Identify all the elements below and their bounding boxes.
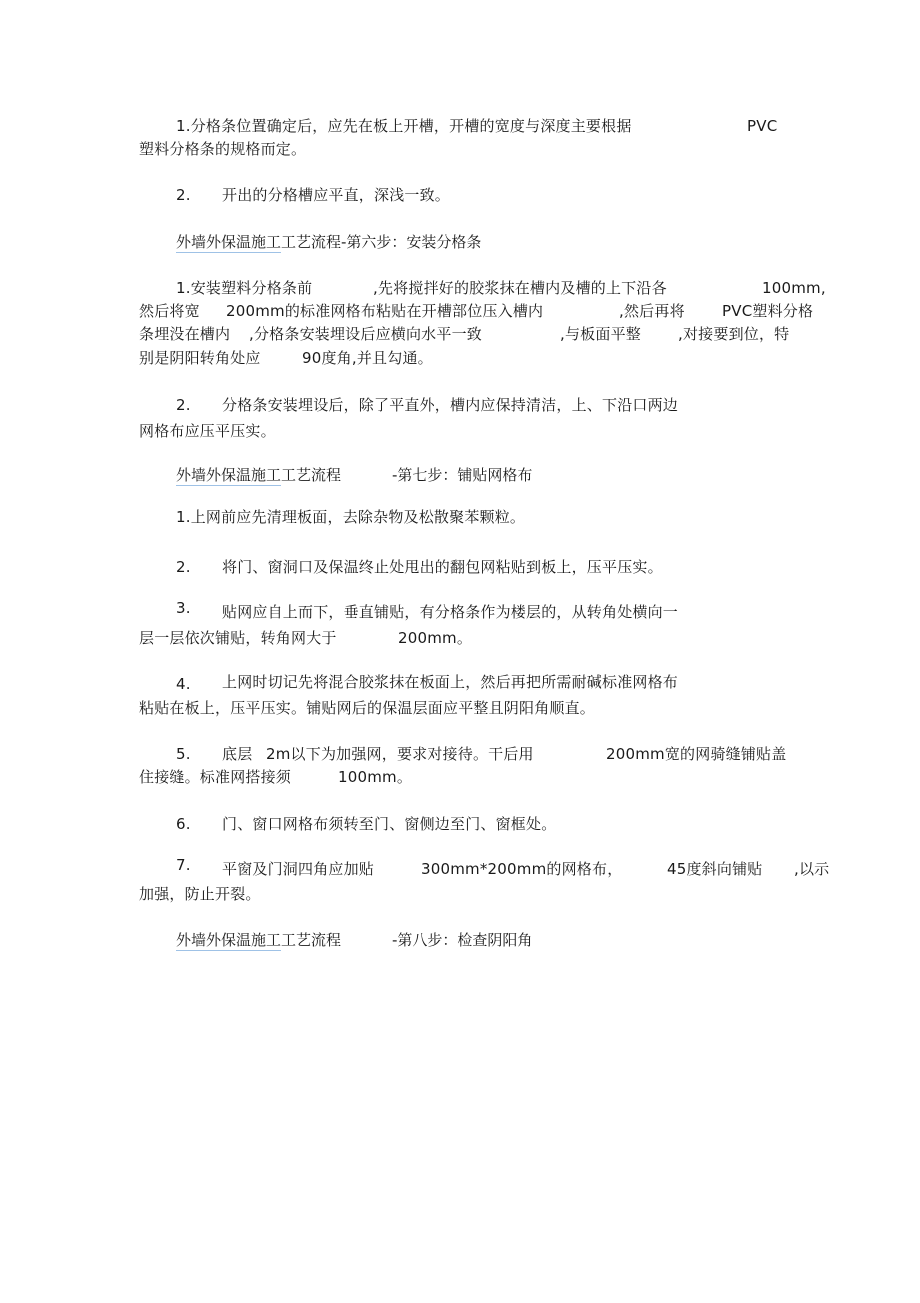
- text-segment: ,然后再将: [619, 302, 685, 320]
- step7-item7-line1-d: [794, 859, 829, 879]
- step7-item7: [176, 855, 191, 875]
- text-segment: 100mm,: [762, 279, 826, 297]
- list-number: 6.: [176, 815, 191, 833]
- text-segment: 住接缝。标准网搭接须: [139, 768, 292, 786]
- list-number: 7.: [176, 856, 191, 874]
- step7-item4: [176, 674, 191, 694]
- text-segment: 200mm。: [398, 629, 473, 647]
- step6-item2: [176, 395, 191, 415]
- step7-item3: [176, 598, 191, 618]
- step7-item4-line2: [139, 698, 595, 718]
- text-segment: 上网时切记先将混合胶浆抹在板面上，然后再把所需耐碱标准网格布: [222, 673, 679, 691]
- step7-heading-end: [392, 465, 532, 485]
- text-segment: 粘贴在板上，压平压实。铺贴网后的保温层面应平整且阴阳角顺直。: [139, 699, 596, 717]
- step7-item6-text: [222, 814, 556, 834]
- step7-heading: [176, 465, 341, 485]
- step7-item7-line1-c: [667, 859, 763, 879]
- step6-item1-line1: [176, 278, 312, 298]
- text-segment: 2m以下为加强网，要求对接待。干后用: [266, 745, 534, 763]
- step6-item1-line2-b: [226, 301, 543, 321]
- heading-underlined: 外墙外保温施工: [176, 233, 282, 251]
- step7-item5-line2: [139, 767, 291, 787]
- step6-heading: [176, 232, 481, 252]
- text-segment: 45度斜向铺贴: [667, 860, 763, 878]
- text-segment: 1.分格条位置确定后，应先在板上开槽，开槽的宽度与深度主要根据: [176, 117, 632, 135]
- text-segment: 底层: [222, 745, 253, 763]
- step7-item7-line1: [222, 859, 374, 879]
- step7-item4-line1: [222, 672, 678, 692]
- step7-item1: [176, 507, 525, 527]
- step7-item3-line2-b: [398, 628, 472, 648]
- text-segment: 别是阴阳转角处应: [139, 349, 261, 367]
- step6-item1-line4: [139, 348, 261, 368]
- text-segment: 1.安装塑料分格条前: [176, 279, 313, 297]
- text-segment: 塑料分格条的规格而定。: [139, 140, 307, 158]
- list-number: 4.: [176, 675, 191, 693]
- step7-item6: [176, 814, 191, 834]
- step7-item5-line2-b: [338, 767, 412, 787]
- list-number: 5.: [176, 745, 191, 763]
- step5-item1-line1: [176, 116, 632, 136]
- text-segment: 门、窗口网格布须转至门、窗侧边至门、窗框处。: [222, 815, 557, 833]
- step6-item2-line1: [222, 395, 678, 415]
- step5-item2: [176, 185, 191, 205]
- text-segment: 贴网应自上而下，垂直铺贴，有分格条作为楼层的，从转角处横向一: [222, 603, 679, 621]
- text-segment: 1.上网前应先清理板面，去除杂物及松散聚苯颗粒。: [176, 508, 526, 526]
- step7-item5-line1-c: [606, 744, 786, 764]
- step7-item5-line1-b: [266, 744, 534, 764]
- step6-item2-line2: [139, 421, 276, 441]
- step6-item1-line2-d: [722, 301, 813, 321]
- step7-item5: [176, 744, 191, 764]
- step5-item1-line1-end: [747, 116, 777, 136]
- step8-heading-end: [392, 930, 532, 950]
- text-segment: 条埋没在槽内: [139, 325, 231, 343]
- step6-item1-line1-mid: [373, 278, 667, 298]
- text-segment: 平窗及门洞四角应加贴: [222, 860, 375, 878]
- heading-text: -第八步：检查阴阳角: [392, 931, 533, 949]
- heading-underlined: 外墙外保温施工: [176, 466, 282, 484]
- list-number: 3.: [176, 599, 191, 617]
- list-number: 2.: [176, 558, 191, 576]
- text-segment: 然后将宽: [139, 302, 200, 320]
- step6-item1-line1-end: [762, 278, 826, 298]
- heading-text: 工艺流程: [281, 931, 342, 949]
- text-segment: 加强，防止开裂。: [139, 885, 261, 903]
- step7-item7-line2: [139, 884, 261, 904]
- text-segment: ,以示: [794, 860, 830, 878]
- text-segment: PVC塑料分格: [722, 302, 814, 320]
- step6-item1-line4-b: [302, 348, 433, 368]
- step6-item1-line2-c: [619, 301, 685, 321]
- step6-item1-line3-b: [249, 324, 482, 344]
- list-number: 2.: [176, 396, 191, 414]
- step7-item5-line1: [222, 744, 252, 764]
- heading-text: -第七步：铺贴网格布: [392, 466, 533, 484]
- text-segment: 200mm的标准网格布粘贴在开槽部位压入槽内: [226, 302, 544, 320]
- step6-item1-line3-c: [560, 324, 641, 344]
- text-segment: PVC: [747, 117, 778, 135]
- text-segment: ,对接要到位，特: [678, 325, 790, 343]
- heading-text: 工艺流程: [281, 466, 342, 484]
- step6-item1-line2: [139, 301, 200, 321]
- text-segment: 网格布应压平压实。: [139, 422, 276, 440]
- heading-text: 工艺流程-第六步：安装分格条: [281, 233, 482, 251]
- step7-item7-line1-b: [421, 859, 622, 879]
- text-segment: 90度角,并且勾通。: [302, 349, 433, 367]
- text-segment: 200mm宽的网骑缝铺贴盖: [606, 745, 787, 763]
- heading-underlined: 外墙外保温施工: [176, 931, 282, 949]
- text-segment: ,先将搅拌好的胶浆抹在槽内及槽的上下沿各: [373, 279, 667, 297]
- text-segment: 开出的分格槽应平直，深浅一致。: [222, 186, 451, 204]
- text-segment: 300mm*200mm的网格布，: [421, 860, 623, 878]
- step6-item1-line3-d: [678, 324, 789, 344]
- text-segment: 将门、窗洞口及保温终止处甩出的翻包网粘贴到板上，压平压实。: [222, 558, 663, 576]
- step5-item2-text: [222, 185, 450, 205]
- list-number: 2.: [176, 186, 191, 204]
- step7-item2: [176, 557, 191, 577]
- text-segment: 层一层依次铺贴，转角网大于: [139, 629, 337, 647]
- step6-item1-line3: [139, 324, 230, 344]
- step8-heading: [176, 930, 341, 950]
- step7-item3-line2: [139, 628, 337, 648]
- text-segment: ,分格条安装埋设后应横向水平一致: [249, 325, 482, 343]
- text-segment: 100mm。: [338, 768, 413, 786]
- text-segment: 分格条安装埋设后，除了平直外，槽内应保持清洁，上、下沿口两边: [222, 396, 679, 414]
- step7-item3-line1: [222, 602, 678, 622]
- step5-item1-line2: [139, 139, 306, 159]
- text-segment: ,与板面平整: [560, 325, 641, 343]
- step7-item2-text: [222, 557, 663, 577]
